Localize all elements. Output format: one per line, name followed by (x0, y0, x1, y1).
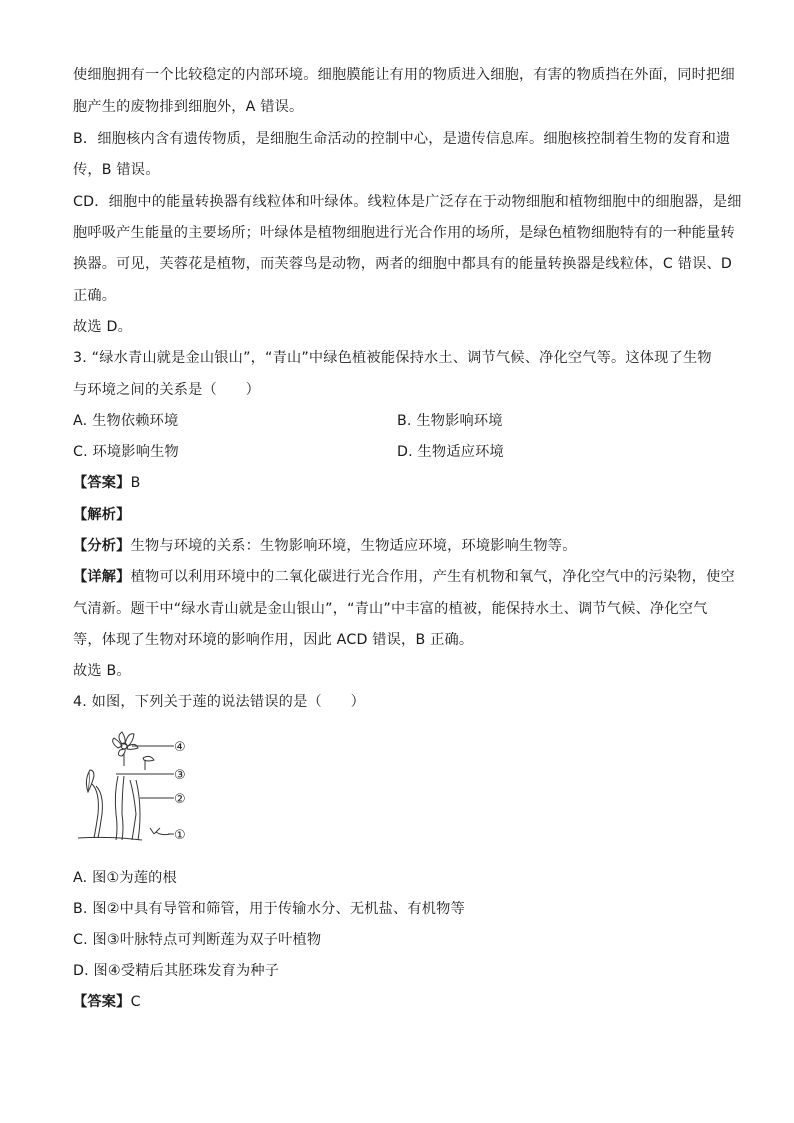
question-3-stem: 与环境之间的关系是（ ） (73, 382, 261, 398)
question-4-stem: 4. 如图，下列关于莲的说法错误的是（ ） (73, 694, 366, 710)
answer-tag: 【答案】 (73, 994, 131, 1010)
conclusion-line: 故选 B。 (73, 663, 131, 679)
answer-value: C (130, 994, 141, 1010)
text-line: 使细胞拥有一个比较稳定的内部环境。细胞膜能让有用的物质进入细胞，有害的物质挡在外面，同时把细 (73, 67, 735, 83)
figure-label-1: ① (174, 828, 186, 843)
lotus-stems-drawing (92, 776, 140, 840)
option-a: A. 图①为莲的根 (73, 870, 177, 886)
answer-line (73, 992, 141, 1012)
detail-line: 等，体现了生物对环境的影响作用，因此 ACD 错误，B 正确。 (73, 632, 474, 648)
option-c: C. 图③叶脉特点可判断莲为双子叶植物 (73, 932, 322, 948)
text-line: 正确。 (73, 288, 117, 304)
option-a: A. 生物依赖环境 (73, 413, 179, 429)
lotus-root-drawing (78, 828, 170, 840)
text-line: B．细胞核内含有遗传物质，是细胞生命活动的控制中心，是遗传信息库。细胞核控制着生物的发育和遗 (73, 131, 731, 147)
answer-line (73, 473, 141, 493)
detail-tag: 【详解】 (73, 569, 131, 585)
detail-line: 气清新。题干中“绿水青山就是金山银山”，“青山”中丰富的植被，能保持水土、调节气候、净化空气 (73, 601, 708, 617)
lotus-pod-drawing (143, 756, 154, 770)
detail-line (73, 567, 735, 587)
text-line: CD．细胞中的能量转换器有线粒体和叶绿体。线粒体是广泛存在于动物细胞和植物细胞中的细胞器，是细 (73, 194, 742, 210)
lotus-flower-drawing (113, 732, 138, 766)
leader-lines (116, 746, 174, 834)
answer-tag: 【答案】 (73, 475, 131, 491)
lotus-figure (70, 724, 200, 849)
lotus-leaf-drawing (86, 770, 94, 792)
figure-label-2: ② (174, 792, 186, 807)
text-line: 胞呼吸产生能量的主要场所；叶绿体是植物细胞进行光合作用的场所，是绿色植物细胞特有的一种能量转 (73, 225, 735, 241)
option-c: C. 环境影响生物 (73, 444, 179, 460)
analysis-tag: 【解析】 (73, 507, 131, 523)
option-d: D. 生物适应环境 (397, 444, 504, 460)
detail-text: 植物可以利用环境中的二氧化碳进行光合作用，产生有机物和氧气，净化空气中的污染物，使空 (130, 569, 735, 585)
conclusion-line: 故选 D。 (73, 319, 132, 335)
fenxi-text: 生物与环境的关系：生物影响环境，生物适应环境，环境影响生物等。 (130, 538, 577, 554)
option-d: D. 图④受精后其胚珠发育为种子 (73, 963, 280, 979)
text-line: 传，B 错误。 (73, 162, 160, 178)
question-3-stem: 3. “绿水青山就是金山银山”，“青山”中绿色植被能保持水土、调节气候、净化空气等。这体现了生物 (73, 350, 712, 366)
option-b: B. 图②中具有导管和筛管，用于传输水分、无机盐、有机物等 (73, 901, 465, 917)
text-line: 换器。可见，芙蓉花是植物，而芙蓉鸟是动物，两者的细胞中都具有的能量转换器是线粒体，C 错误、D (73, 256, 732, 272)
figure-label-4: ④ (174, 740, 186, 755)
fenxi-line (73, 536, 577, 556)
option-b: B. 生物影响环境 (397, 413, 503, 429)
answer-value: B (130, 475, 141, 491)
analysis-heading (73, 505, 131, 525)
figure-label-3: ③ (174, 768, 186, 783)
text-line: 胞产生的废物排到细胞外，A 错误。 (73, 99, 304, 115)
fenxi-tag: 【分析】 (73, 538, 131, 554)
